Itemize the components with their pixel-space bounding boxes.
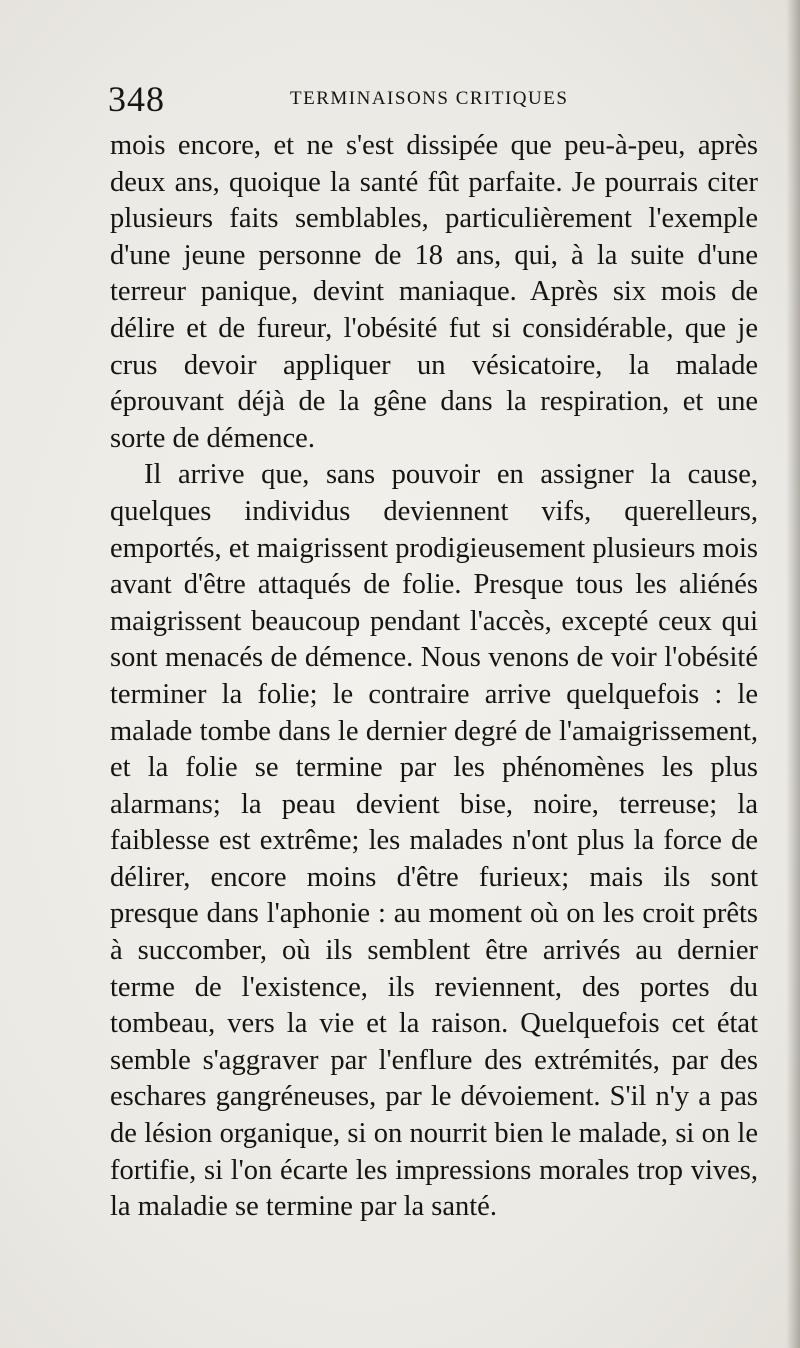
body-text	[110, 128, 758, 1226]
paragraph-continued: mois encore, et ne s'est dissipée que peu-à-peu, après deux ans, quoique la santé fût parfaite. Je pourrais citer plusieurs faits semblables, particulièrement l'exemple d'une jeune personne de 18 ans, qui, à la suite d'une terreur panique, devint maniaque. Après six mois de délire et de fureur, l'obésité fut si considérable, que je crus devoir appliquer un vésicatoire, la malade éprouvant déjà de la gêne dans la respiration, et une sorte de démence.	[110, 130, 758, 454]
page-number: 348	[108, 79, 165, 119]
page-header	[108, 78, 758, 118]
paragraph: Il arrive que, sans pouvoir en assigner la cause, quelques individus deviennent vifs, querelleurs, emportés, et maigrissent prodigieusement plusieurs mois avant d'être attaqués de folie. Presque tous les aliénés maigrissent beaucoup pendant l'accès, excepté ceux qui sont menacés de démence. Nous venons de voir l'obésité terminer la folie; le contraire arrive quelquefois : le malade tombe dans le dernier degré de l'amaigrissement, et la folie se termine par les phénomènes les plus alarmans; la peau devient bise, noire, terreuse; la faiblesse est extrême; les malades n'ont plus la force de délirer, encore moins d'être furieux; mais ils sont presque dans l'aphonie : au moment où on les croit prêts à succomber, où ils semblent être arrivés au dernier terme de l'existence, ils reviennent, des portes du tombeau, vers la vie et la raison. Quelquefois cet état semble s'aggraver par l'enflure des extrémités, par des eschares gangréneuses, par le dévoiement. S'il n'y a pas de lésion organique, si on nourrit bien le malade, si on le fortifie, si l'on écarte les impressions morales trop vives, la maladie se termine par la santé.	[110, 459, 758, 1223]
running-title: TERMINAISONS CRITIQUES	[290, 88, 569, 109]
